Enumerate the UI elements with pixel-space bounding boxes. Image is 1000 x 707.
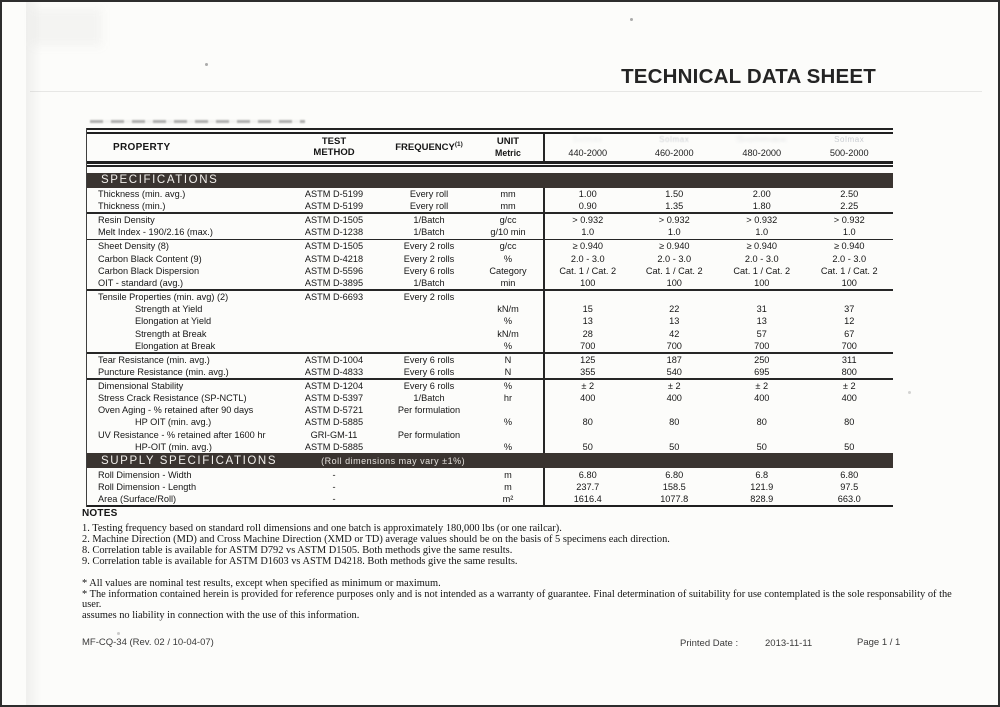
value-cell: 100	[543, 277, 631, 289]
test-method-cell: ASTM D-1505	[304, 241, 364, 252]
value-cell: Cat. 1 / Cat. 2	[733, 265, 791, 276]
property-cell: HP OIT (min. avg.)	[135, 417, 212, 428]
value-cell: 695	[754, 366, 770, 377]
unit-cell: g/cc	[499, 215, 517, 226]
disclaimer-line: * The information contained herein is provided for reference purposes only and is not intended as a warranty of guarantee. Final determination of suitability for use contemplated is the sole responsability of the user.	[82, 588, 952, 611]
unit-cell: m²	[502, 493, 514, 504]
value-cell: 2.0 - 3.0	[744, 253, 779, 264]
table-row	[87, 340, 893, 352]
value-cell: 2.25	[840, 201, 859, 212]
unit-cell	[473, 404, 543, 416]
property-cell: Melt Index - 190/2.16 (max.)	[98, 227, 213, 238]
property-cell: Roll Dimension - Length	[98, 481, 197, 492]
value-cell: Cat. 1 / Cat. 2	[543, 265, 631, 277]
unit-cell: m	[504, 481, 512, 492]
frequency-cell	[385, 468, 473, 480]
test-method-cell: ASTM D-5721	[304, 405, 364, 416]
test-method-cell: ASTM D-6693	[304, 291, 364, 302]
table-row	[87, 392, 893, 404]
test-method-cell: ASTM D-1004	[304, 354, 364, 365]
test-method-cell: ASTM D-5199	[304, 189, 364, 200]
test-method-cell	[283, 327, 385, 339]
test-method-cell: ASTM D-5397	[304, 393, 364, 404]
value-cell: 187	[666, 354, 682, 365]
disclaimer-line: * All values are nominal test results, except when specified as minimum or maximum.	[82, 577, 441, 589]
value-cell: 1.0	[543, 226, 631, 238]
note-item: 8. Correlation table is available for ASTM D792 vs ASTM D1505. Both methods give the same results.	[82, 544, 513, 556]
value-cell: ± 2	[667, 380, 681, 391]
scanner-shadow-band	[26, 2, 42, 707]
frequency-cell	[385, 340, 473, 352]
property-cell: Elongation at Break	[135, 340, 216, 351]
frequency-cell: 1/Batch	[413, 278, 445, 288]
test-method-cell: ASTM D-4218	[304, 253, 364, 264]
test-method-cell: -	[332, 481, 336, 492]
test-method-cell: ASTM D-1204	[304, 380, 364, 391]
value-cell: 800	[841, 366, 857, 377]
property-cell: OIT - standard (avg.)	[98, 278, 184, 288]
value-cell: 50	[844, 441, 855, 452]
value-cell: > 0.932	[746, 215, 778, 226]
value-cell: 2.0 - 3.0	[832, 253, 867, 264]
value-cell: 1.0	[842, 227, 856, 238]
scan-speck	[205, 63, 208, 66]
table-row	[87, 327, 893, 339]
property-cell: Sheet Density (8)	[98, 241, 169, 252]
value-cell: Cat. 1 / Cat. 2	[645, 265, 703, 276]
value-cell: ≥ 0.940	[658, 241, 690, 252]
value-cell	[631, 291, 719, 303]
property-cell: Thickness (min.)	[98, 201, 166, 212]
value-cell	[543, 429, 631, 441]
value-cell: 355	[543, 366, 631, 378]
value-cell	[806, 429, 894, 441]
test-method-cell: ASTM D-1238	[304, 227, 364, 238]
value-cell: 663.0	[837, 493, 861, 504]
table-row	[87, 468, 893, 480]
product-column-header	[543, 134, 631, 161]
value-cell	[631, 429, 719, 441]
value-cell: 42	[669, 328, 680, 339]
scan-smudge	[90, 120, 305, 123]
product-column-header	[806, 134, 894, 161]
value-cell: 80	[543, 416, 631, 428]
property-cell: Puncture Resistance (min. avg.)	[98, 366, 229, 377]
frequency-cell: 1/Batch	[413, 393, 445, 404]
frequency-cell: Every 2 rolls	[403, 291, 455, 302]
test-method-cell	[283, 315, 385, 327]
value-cell	[718, 429, 806, 441]
printed-date-value: 2013-11-11	[765, 638, 813, 649]
watermark-ghost-text: Solmax	[572, 135, 603, 144]
value-cell: > 0.932	[658, 215, 690, 226]
value-cell: 2.0 - 3.0	[543, 253, 631, 265]
test-method-cell: ASTM D-5885	[304, 441, 364, 452]
value-cell: 22	[669, 304, 680, 315]
table-row	[87, 380, 893, 392]
value-cell	[543, 291, 631, 303]
value-cell: 700	[543, 340, 631, 352]
value-cell: 6.80	[665, 469, 684, 480]
column-header-frequency: FREQUENCY$^{(1)}$	[395, 141, 463, 154]
frequency-cell	[385, 303, 473, 315]
section-bar	[87, 173, 893, 189]
unit-cell: mm	[500, 189, 516, 200]
table-row	[87, 354, 893, 366]
unit-cell: kN/m	[497, 304, 519, 315]
test-method-cell: -	[332, 493, 336, 504]
table-row	[87, 200, 893, 212]
unit-cell: %	[503, 417, 513, 428]
value-cell: 121.9	[750, 481, 774, 492]
frequency-cell: Every 6 rolls	[403, 354, 455, 365]
value-cell: 6.8	[755, 469, 769, 480]
table-row	[87, 291, 893, 303]
value-cell: 1.80	[752, 201, 771, 212]
value-cell	[543, 404, 631, 416]
value-cell	[718, 291, 806, 303]
table-row	[87, 315, 893, 327]
value-cell	[806, 291, 894, 303]
value-cell: 400	[543, 392, 631, 404]
frequency-cell	[385, 481, 473, 493]
value-cell	[631, 404, 719, 416]
unit-cell: kN/m	[497, 328, 519, 339]
test-method-cell	[283, 303, 385, 315]
frequency-cell: Every roll	[409, 189, 449, 200]
value-cell: 80	[756, 417, 767, 428]
document-code: MF-CQ-34 (Rev. 02 / 10-04-07)	[82, 637, 214, 648]
disclaimer-line: assumes no liability in connection with the use of this information.	[82, 610, 360, 622]
table-body	[87, 173, 893, 505]
test-method-cell	[283, 340, 385, 352]
value-cell: 97.5	[840, 481, 859, 492]
value-cell: 311	[841, 354, 857, 365]
value-cell	[718, 404, 806, 416]
test-method-cell: ASTM D-5885	[304, 417, 364, 428]
notes-block	[82, 508, 952, 622]
value-cell: 400	[841, 393, 857, 404]
column-header-unit: UNIT Metric	[495, 136, 521, 158]
value-cell: 400	[666, 393, 682, 404]
value-cell: ≥ 0.940	[543, 240, 631, 252]
value-cell: 1.50	[665, 189, 684, 200]
unit-cell: min	[500, 278, 516, 288]
property-cell: Tear Resistance (min. avg.)	[98, 354, 210, 365]
value-cell	[806, 404, 894, 416]
value-cell: 57	[756, 328, 767, 339]
value-cell: 0.90	[543, 200, 631, 212]
table-row	[87, 481, 893, 493]
unit-cell: Category	[489, 265, 527, 276]
frequency-cell	[385, 416, 473, 428]
property-cell: Carbon Black Dispersion	[98, 265, 200, 276]
value-cell: 250	[754, 354, 770, 365]
frequency-cell: Every roll	[409, 201, 449, 212]
value-cell: Cat. 1 / Cat. 2	[820, 265, 878, 276]
note-item: 1. Testing frequency based on standard roll dimensions and one batch is approximately 180,000 lbs (or one railcar).	[82, 523, 562, 534]
watermark-ghost-text: Solmax	[659, 135, 690, 144]
scan-smudge	[32, 8, 102, 46]
unit-cell: hr	[503, 393, 513, 404]
value-cell: ± 2	[842, 380, 856, 391]
value-cell: 1.0	[755, 227, 769, 238]
frequency-cell	[385, 441, 473, 453]
unit-cell	[473, 429, 543, 441]
frequency-cell	[385, 493, 473, 505]
unit-cell: %	[503, 441, 513, 452]
table-row	[87, 416, 893, 428]
value-cell: 6.80	[840, 469, 859, 480]
unit-cell: %	[503, 340, 513, 351]
property-cell: Strength at Yield	[135, 304, 203, 315]
test-method-cell: ASTM D-3895	[304, 278, 364, 288]
table-row	[87, 493, 893, 505]
note-item: 2. Machine Direction (MD) and Cross Machine Direction (XMD or TD) average values should be on the basis of 5 specimens each direction.	[82, 533, 670, 545]
printed-date-label: Printed Date :	[680, 638, 739, 649]
unit-cell: N	[504, 354, 512, 365]
property-cell: Elongation at Yield	[135, 316, 212, 327]
value-cell: 100	[754, 278, 770, 288]
value-cell: 1077.8	[660, 493, 689, 504]
value-cell: 12	[844, 316, 855, 327]
spec-table	[86, 128, 893, 507]
section-bar-label: SUPPLY SPECIFICATIONS	[101, 454, 278, 467]
frequency-cell: Per formulation	[397, 405, 461, 416]
table-header-row	[87, 134, 893, 161]
property-cell: UV Resistance - % retained after 1600 hr	[98, 429, 266, 440]
frequency-cell: Every 6 rolls	[403, 366, 455, 377]
test-method-cell: ASTM D-5199	[304, 201, 364, 212]
table-row	[87, 214, 893, 226]
value-cell: 828.9	[750, 493, 774, 504]
unit-cell: %	[503, 253, 513, 264]
product-code: 460-2000	[654, 148, 694, 158]
value-cell: 28	[543, 327, 631, 339]
value-cell: 700	[841, 340, 857, 351]
frequency-cell: 1/Batch	[413, 215, 445, 226]
table-row	[87, 277, 893, 289]
value-cell: > 0.932	[543, 214, 631, 226]
value-cell: ≥ 0.940	[746, 241, 778, 252]
value-cell: 80	[844, 417, 855, 428]
table-row	[87, 253, 893, 265]
unit-cell: g/cc	[499, 241, 517, 252]
product-code: 480-2000	[742, 148, 782, 158]
table-row	[87, 404, 893, 416]
table-row	[87, 366, 893, 378]
value-cell: 100	[666, 278, 682, 288]
value-cell: 13	[669, 316, 680, 327]
property-cell: Resin Density	[98, 215, 155, 226]
product-code: 440-2000	[568, 148, 608, 158]
test-method-cell: GRI-GM-11	[310, 429, 358, 440]
property-cell: Area (Surface/Roll)	[98, 493, 177, 504]
note-item: 9. Correlation table is available for ASTM D1603 vs ASTM D4218. Both methods give the same results.	[82, 555, 518, 567]
value-cell: 37	[844, 304, 855, 315]
property-cell: Tensile Properties (min. avg) (2)	[98, 291, 229, 302]
value-cell: 50	[756, 441, 767, 452]
unit-cell: g/10 min	[490, 227, 526, 238]
scan-line-artifact	[30, 91, 982, 92]
section-bar-note: (Roll dimensions may vary ±1%)	[321, 455, 466, 466]
test-method-cell: ASTM D-1505	[304, 215, 364, 226]
table-row	[87, 265, 893, 277]
table-row	[87, 240, 893, 252]
value-cell: ± 2	[755, 380, 769, 391]
frequency-cell: Every 2 rolls	[403, 253, 455, 264]
frequency-cell: 1/Batch	[413, 227, 445, 238]
value-cell: 2.00	[752, 189, 771, 200]
section-bar	[87, 453, 893, 469]
property-cell: HP-OIT (min. avg.)	[135, 441, 212, 452]
property-cell: Strength at Break	[135, 328, 207, 339]
product-column-header	[718, 134, 806, 161]
table-row	[87, 441, 893, 453]
scan-speck	[117, 632, 120, 635]
scan-speck	[908, 391, 911, 394]
value-cell: 100	[841, 278, 857, 288]
value-cell: 700	[666, 340, 682, 351]
value-cell: ± 2	[543, 380, 631, 392]
scan-speck	[630, 18, 633, 21]
watermark-ghost-text: Solmax	[736, 135, 788, 144]
value-cell: 13	[543, 315, 631, 327]
frequency-cell: Every 6 rolls	[403, 380, 455, 391]
test-method-cell: ASTM D-5596	[304, 265, 364, 276]
frequency-cell: Every 2 rolls	[403, 241, 455, 252]
test-method-cell: -	[332, 469, 336, 480]
value-cell: 13	[756, 316, 767, 327]
value-cell: 700	[754, 340, 770, 351]
frequency-cell	[385, 327, 473, 339]
value-cell: 1.0	[667, 227, 681, 238]
frequency-cell	[385, 315, 473, 327]
watermark-ghost-text: Solmax	[834, 135, 865, 144]
value-cell: 1616.4	[543, 493, 631, 505]
value-cell: 15	[543, 303, 631, 315]
unit-cell: %	[503, 316, 513, 327]
frequency-cell: Per formulation	[397, 429, 461, 440]
table-row	[87, 226, 893, 238]
page-number: Page 1 / 1	[857, 637, 901, 648]
frequency-cell: Every 6 rolls	[403, 265, 455, 276]
property-cell: Dimensional Stability	[98, 380, 184, 391]
property-cell: Carbon Black Content (9)	[98, 253, 202, 264]
value-cell: 540	[666, 366, 682, 377]
table-row	[87, 303, 893, 315]
value-cell: 31	[756, 304, 767, 315]
value-cell: 1.35	[665, 201, 684, 212]
table-row	[87, 429, 893, 441]
property-cell: Roll Dimension - Width	[98, 469, 192, 480]
unit-cell: mm	[500, 201, 516, 212]
value-cell: 125	[543, 354, 631, 366]
table-row	[87, 188, 893, 200]
value-cell: 2.50	[840, 189, 859, 200]
property-cell: Oven Aging - % retained after 90 days	[98, 405, 254, 416]
frequency-footnote-marker: (1)	[454, 141, 463, 149]
column-header-test-method: TEST METHOD	[313, 136, 355, 158]
property-cell: Thickness (min. avg.)	[98, 189, 186, 200]
property-cell: Stress Crack Resistance (SP-NCTL)	[98, 393, 247, 404]
notes-heading: NOTES	[82, 508, 118, 519]
column-header-property: PROPERTY	[113, 142, 171, 153]
value-cell: 6.80	[543, 468, 631, 480]
unit-cell: m	[504, 469, 512, 480]
value-cell: 400	[754, 393, 770, 404]
value-cell: 158.5	[662, 481, 686, 492]
value-cell: 67	[844, 328, 855, 339]
unit-cell: N	[504, 366, 512, 377]
value-cell: 1.00	[543, 188, 631, 200]
test-method-cell: ASTM D-4833	[304, 366, 364, 377]
unit-cell: %	[503, 380, 513, 391]
value-cell: 50	[543, 441, 631, 453]
unit-cell	[473, 291, 543, 303]
section-bar-label: SPECIFICATIONS	[101, 174, 219, 187]
value-cell: 80	[669, 417, 680, 428]
value-cell: ≥ 0.940	[833, 241, 865, 252]
product-code: 500-2000	[829, 148, 869, 158]
value-cell: 237.7	[543, 481, 631, 493]
value-cell: > 0.932	[833, 215, 865, 226]
value-cell: 50	[669, 441, 680, 452]
page-title: TECHNICAL DATA SHEET	[621, 65, 876, 88]
value-cell: 2.0 - 3.0	[657, 253, 692, 264]
